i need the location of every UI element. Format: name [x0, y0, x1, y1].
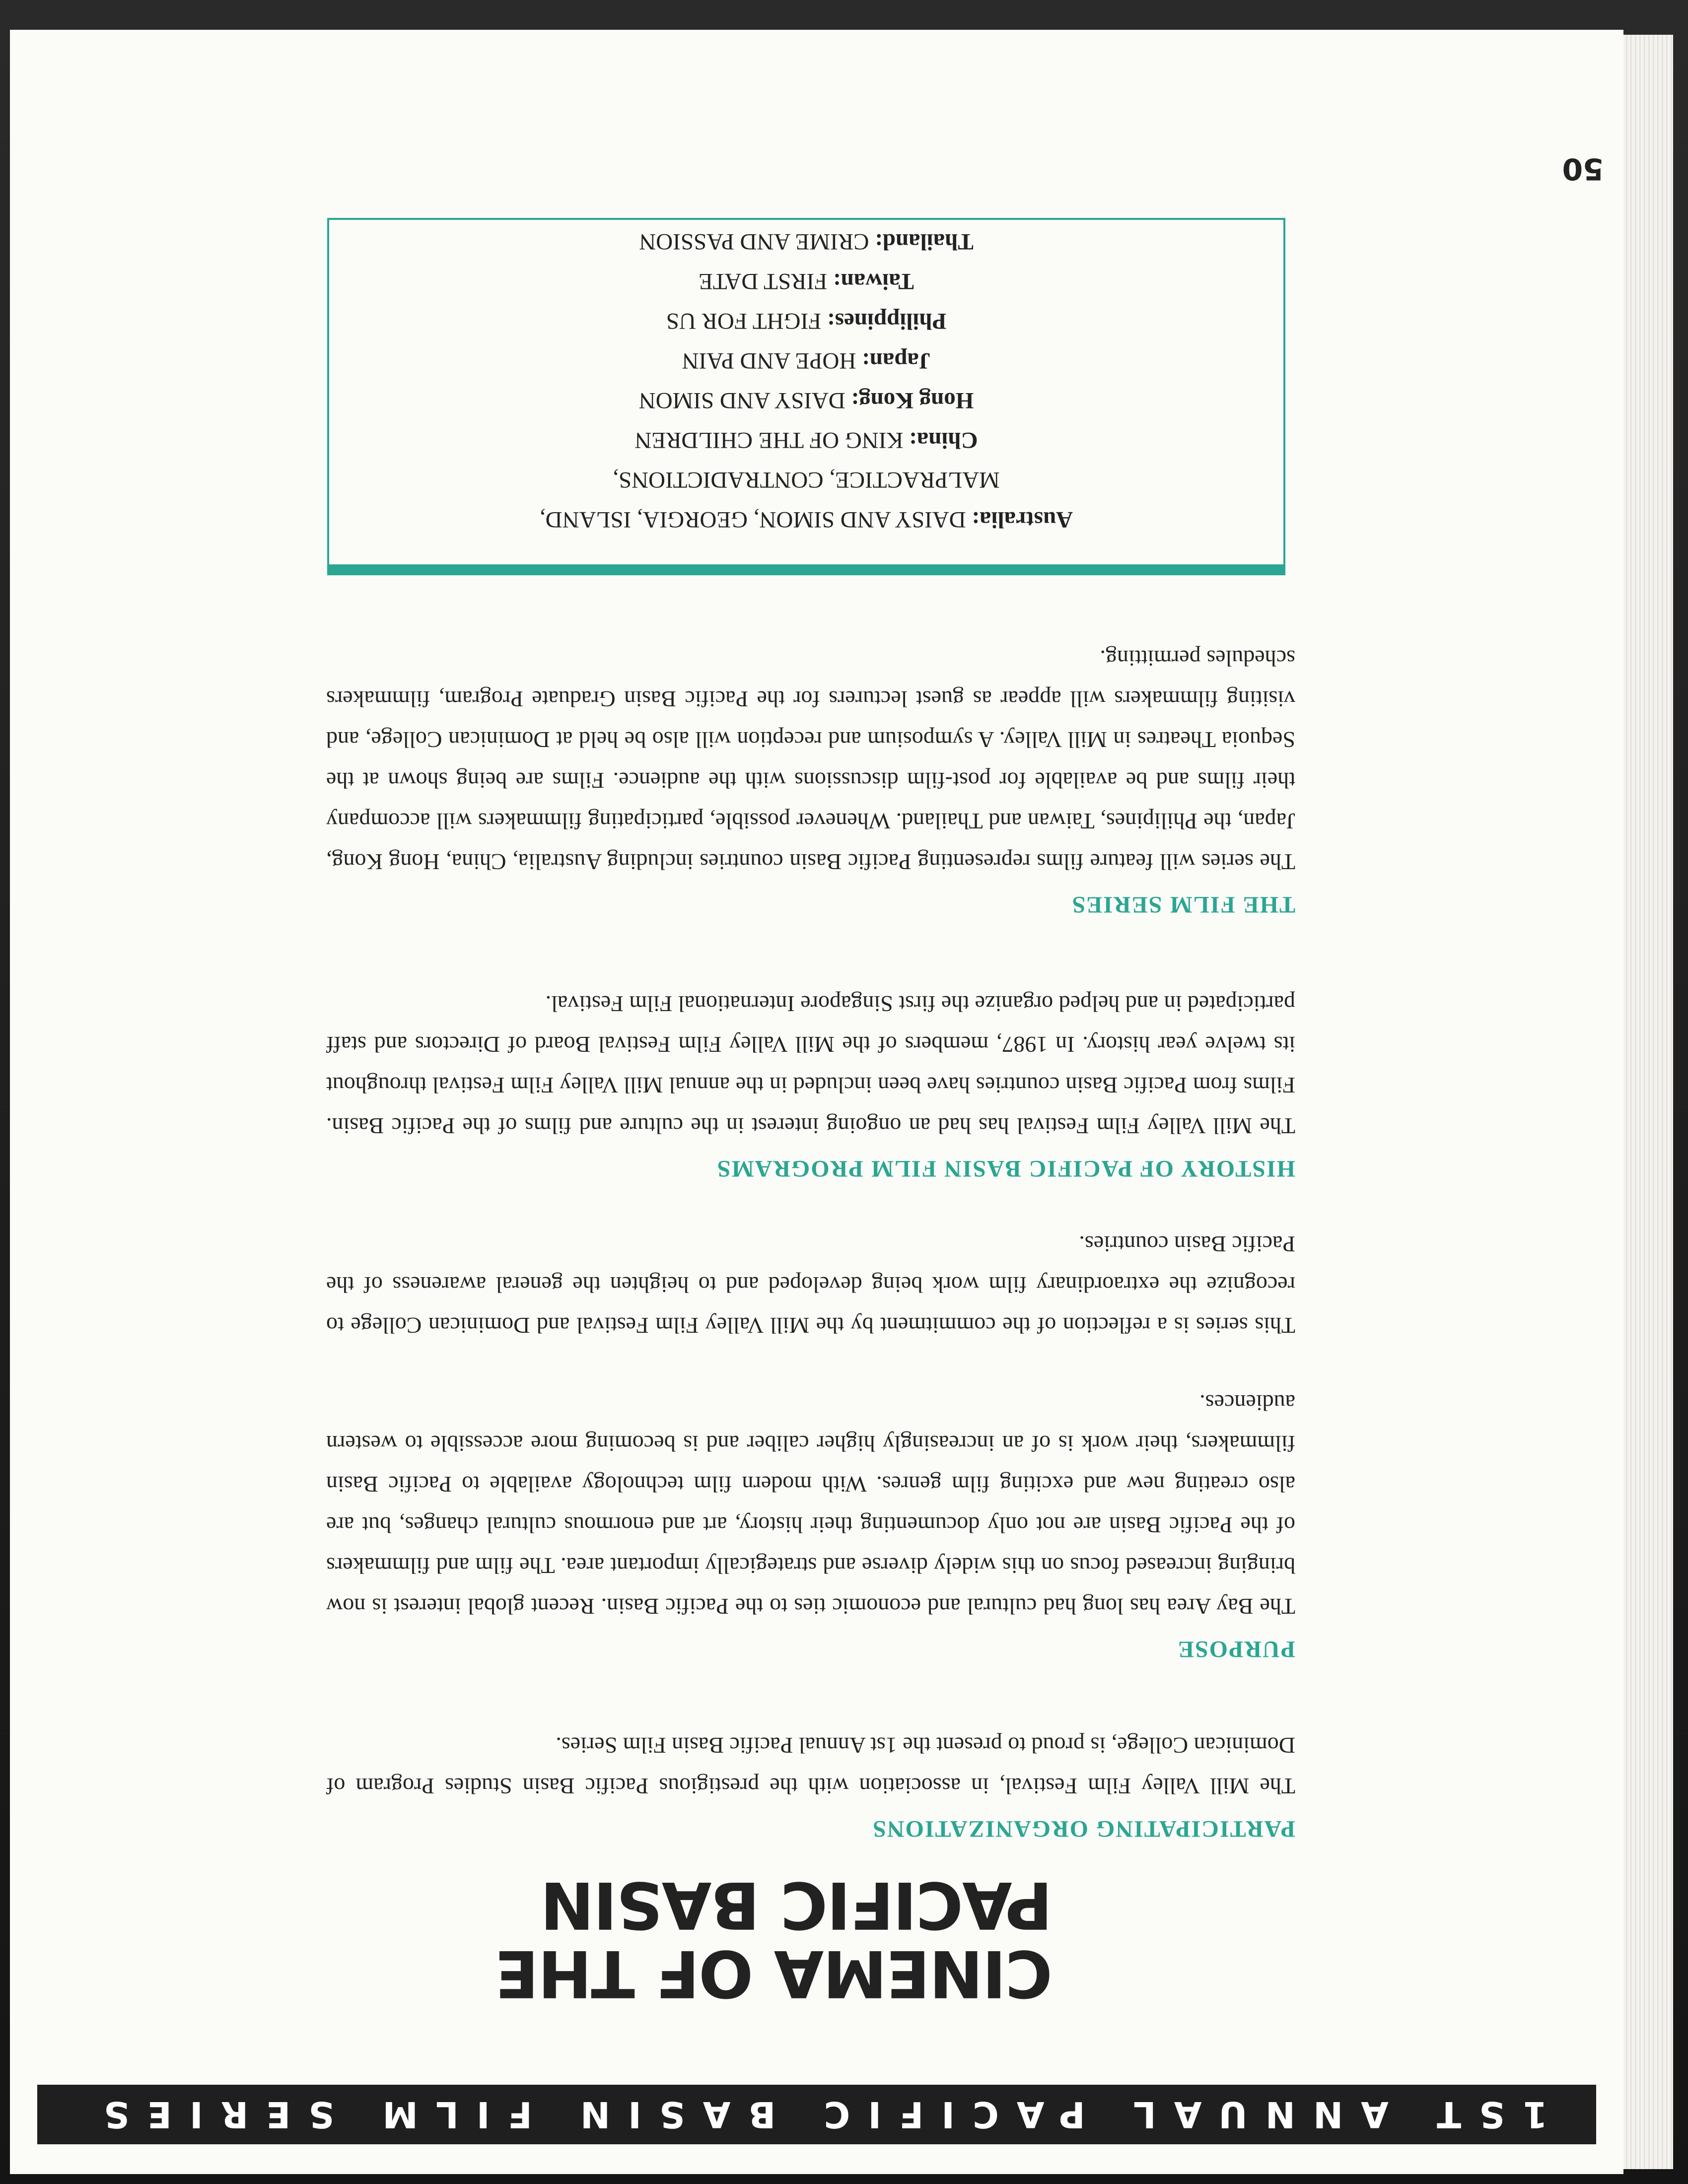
country-label: Japan: [862, 348, 931, 374]
film-titles: CRIME AND PASSION [639, 229, 869, 255]
film-entry [329, 341, 1283, 381]
section-paragraph: The Bay Area has long had cultural and economic ties to the Pacific Basin. Recent global interest is now bringing increased focus on this widely diverse and strategically important area. The film and filmmakers of the Pacific Basin are not only documenting their history, art and enormous cultural changes, but are also creating new and exciting film genres. With modern film technology available to Pacific Basin filmmakers, their work is of an increasingly higher caliber and is becoming more accessible to western audiences. [326, 1390, 1295, 1619]
film-entry [329, 222, 1283, 262]
page-edge [1618, 35, 1673, 2169]
section-history [326, 983, 1295, 1182]
country-label: China: [909, 427, 978, 453]
section-heading: PARTICIPATING ORGANIZATIONS [872, 1816, 1295, 1842]
film-entry [329, 301, 1283, 341]
film-titles: KING OF THE CHILDREN [634, 427, 904, 453]
section-purpose [326, 1224, 1295, 1663]
section-heading: PURPOSE [1177, 1636, 1295, 1662]
section-paragraph: The Mill Valley Film Festival, in association with the prestigious Pacific Basin Studies Program of Dominican College, is proud to present the 1st Annual Pacific Basin Film Series. [326, 1733, 1295, 1799]
section-paragraph: The Mill Valley Film Festival has had an ongoing interest in the culture and films of the Pacific Basin. Films from Pacific Basin countries have been included in the annual Mill Valley Film Festival throughout its twelve year history. In 1987, members of the Mill Valley Film Festival Board of Directors and staff participated in and helped organize the first Singapore International Film Festival. [326, 991, 1295, 1139]
film-titles: HOPE AND PAIN [682, 348, 856, 374]
section-paragraph: This series is a reflection of the commitment by the Mill Valley Film Festival and Dominican College to recognize the extraordinary film work being developed and to heighten the general awareness of the Pacific Basin countries. [326, 1231, 1295, 1338]
film-titles: FIRST DATE [699, 269, 828, 294]
section-paragraph: The series will feature films representing Pacific Basin countries including Australia, China, Hong Kong, Japan, the Philipines, Taiwan and Thailand. Whenever possible, participating filmmakers will accompany their films and be available for post-film discussions with the audience. Films are being shown at the Sequoia Theatres in Mill Valley. A symposium and reception will also be held at Dominican College, and visiting filmmakers will appear as guest lecturers for the Pacific Basin Graduate Program, filmmakers schedules permitting. [326, 646, 1295, 875]
section-heading: HISTORY OF PACIFIC BASIN FILM PROGRAMS [716, 1156, 1295, 1182]
film-entry [329, 420, 1283, 460]
section-participating [326, 1725, 1295, 1843]
country-label: Taiwan: [833, 269, 914, 294]
film-entry [329, 381, 1283, 420]
document-page [10, 30, 1623, 2174]
films-box [327, 218, 1285, 575]
series-banner: 1ST ANNUAL PACIFIC BASIN FILM SERIES [37, 2085, 1596, 2144]
film-titles: DAISY AND SIMON, GEORGIA, ISLAND, MALPRACTICE, CONTRADICTIONS, [539, 467, 1000, 533]
country-label: Philippines: [827, 308, 947, 334]
film-titles: FIGHT FOR US [666, 308, 822, 334]
section-film-series [326, 638, 1295, 918]
film-entry [329, 262, 1283, 301]
country-label: Australia: [972, 507, 1073, 533]
film-entry [329, 460, 1283, 540]
section-heading: THE FILM SERIES [1071, 891, 1295, 918]
page-content-rotated [10, 30, 1623, 2174]
country-label: Thailand: [875, 229, 974, 255]
page-title: CINEMA OF THE PACIFIC BASIN [495, 1867, 1053, 2011]
film-titles: DAISY AND SIMON [638, 388, 845, 413]
country-label: Hong Kong: [851, 388, 974, 413]
page-number: 50 [1562, 151, 1604, 186]
